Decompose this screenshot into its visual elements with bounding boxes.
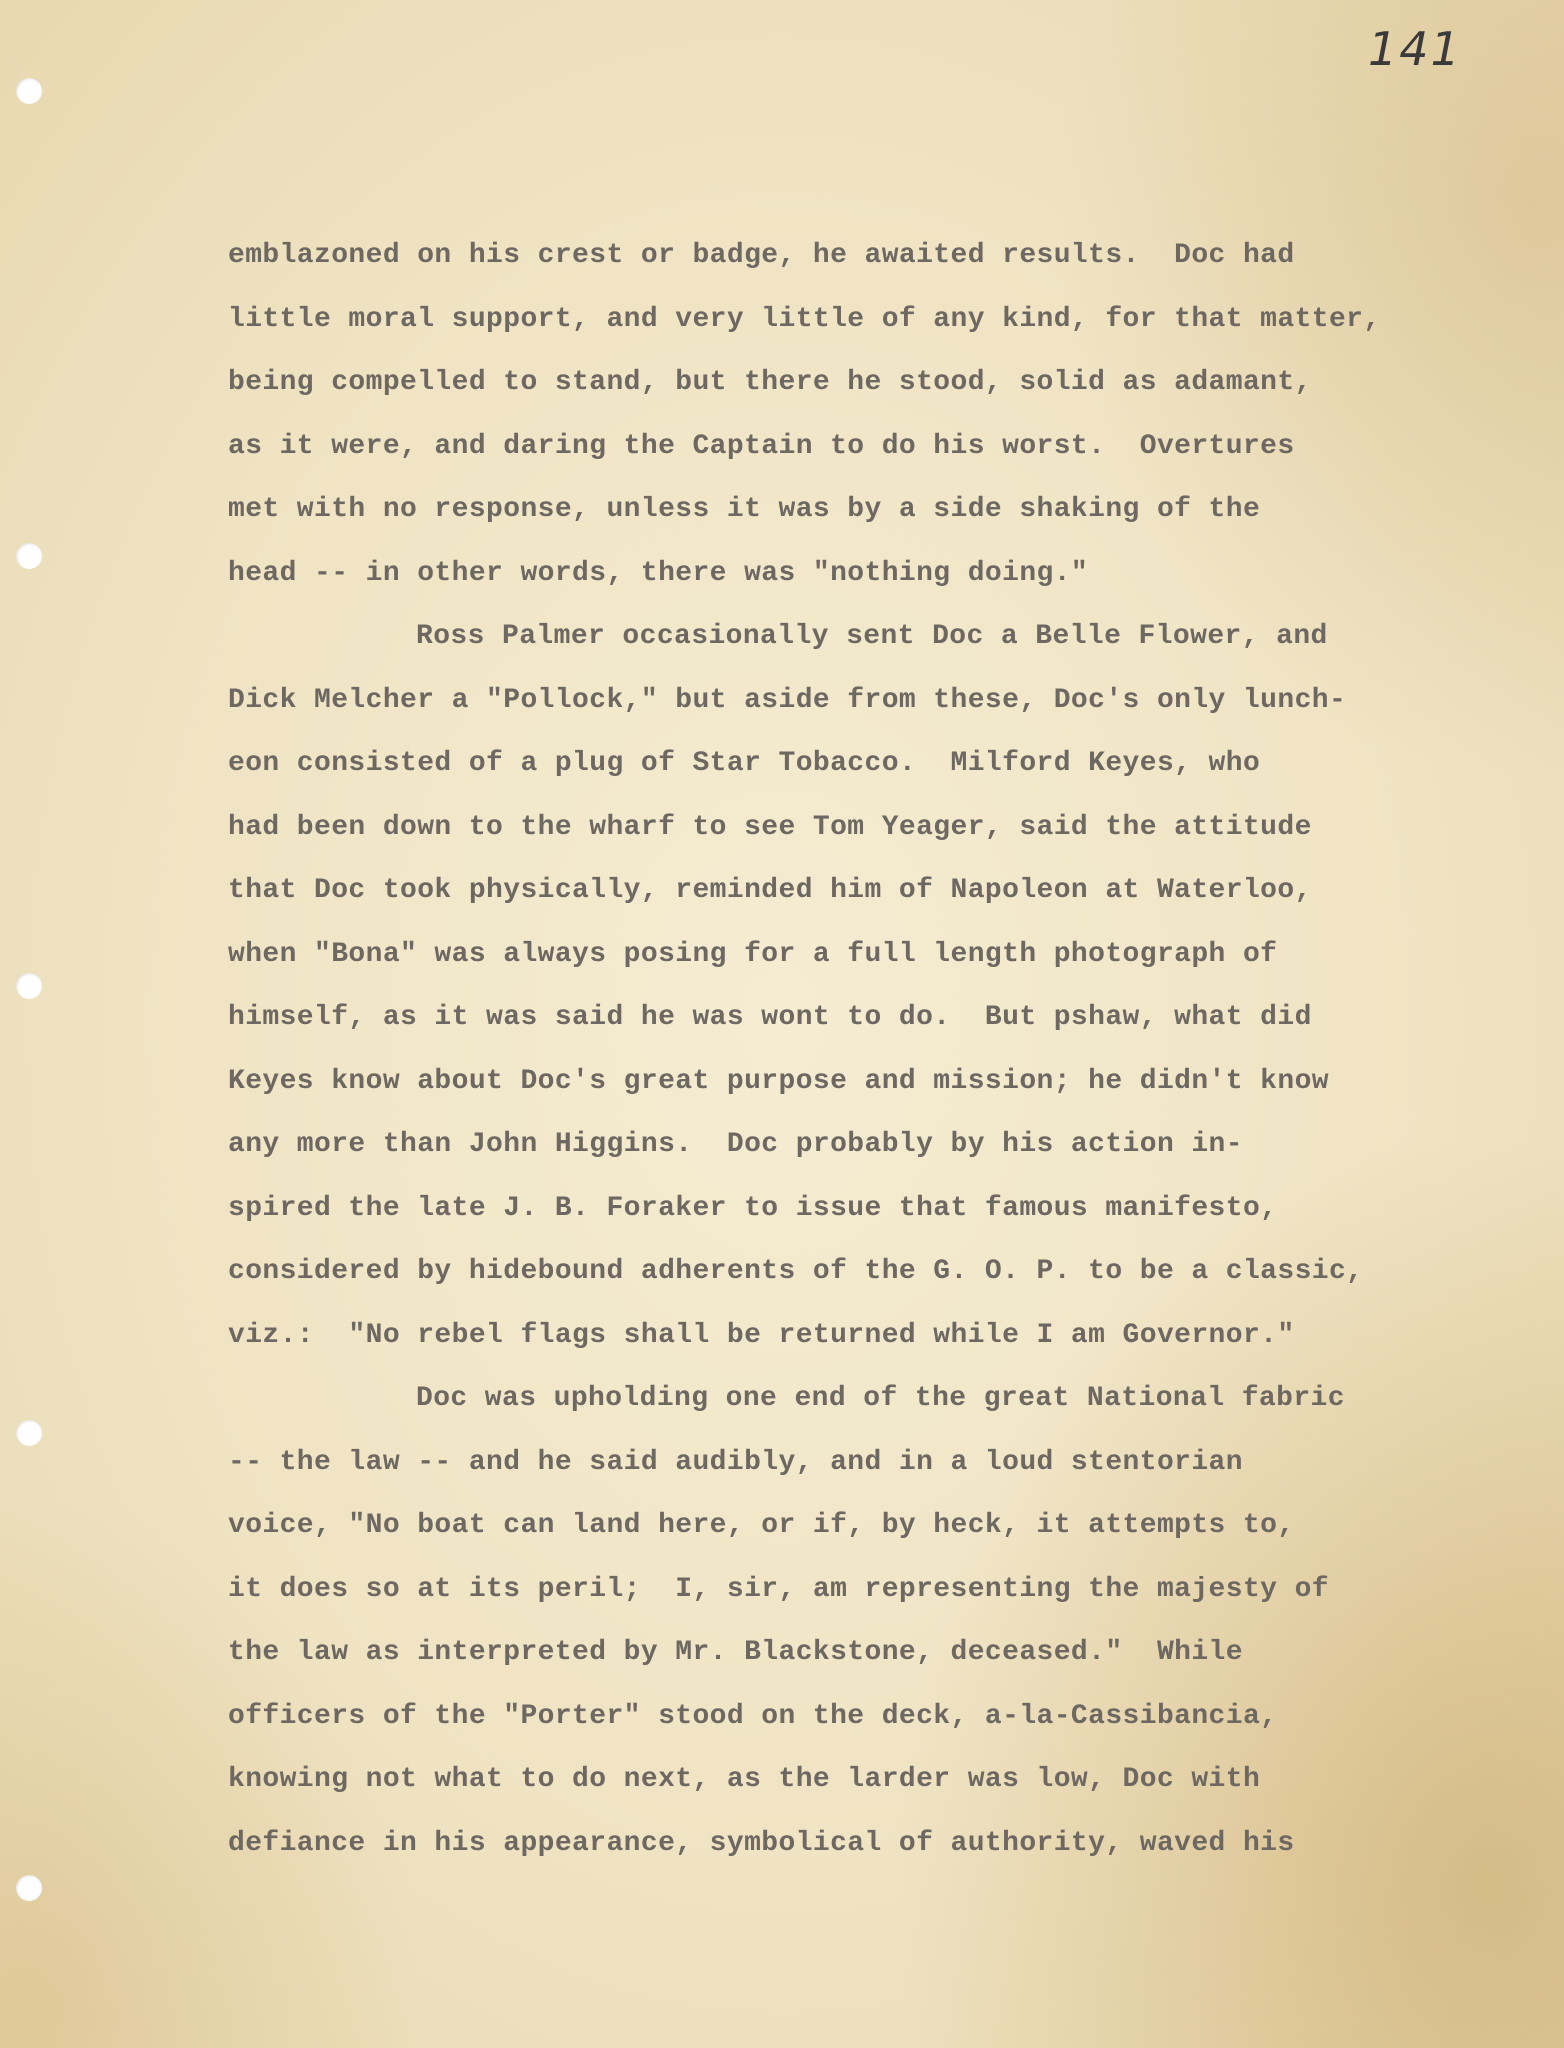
text-line: himself, as it was said he was wont to do. But pshaw, what did [228, 1002, 1312, 1033]
text-line: that Doc took physically, reminded him of Napoleon at Waterloo, [228, 875, 1312, 906]
text-line: emblazoned on his crest or badge, he awaited results. Doc had [228, 240, 1295, 271]
punch-hole-bottom [16, 1875, 42, 1901]
text-line: the law as interpreted by Mr. Blackstone, deceased." While [228, 1637, 1243, 1668]
text-line: any more than John Higgins. Doc probably by his action in- [228, 1129, 1243, 1160]
page-number: 141 [1368, 22, 1462, 76]
text-line: voice, "No boat can land here, or if, by heck, it attempts to, [228, 1510, 1295, 1541]
text-line: considered by hidebound adherents of the G. O. P. to be a classic, [228, 1256, 1364, 1287]
text-line: Ross Palmer occasionally sent Doc a Belle Flower, and [416, 621, 1328, 652]
text-line: viz.: "No rebel flags shall be returned while I am Governor." [228, 1319, 1295, 1351]
text-line: head -- in other words, there was "nothing doing." [228, 557, 1089, 589]
text-line: being compelled to stand, but there he stood, solid as adamant, [228, 367, 1312, 398]
text-line: had been down to the wharf to see Tom Yeager, said the attitude [228, 811, 1312, 843]
text-line: when "Bona" was always posing for a full length photograph of [228, 938, 1278, 970]
text-line: Dick Melcher a "Pollock," but aside from these, Doc's only lunch- [228, 684, 1347, 716]
punch-hole-lower [16, 1420, 42, 1446]
text-line: it does so at its peril; I, sir, am representing the majesty of [228, 1573, 1329, 1605]
punch-hole-top [16, 78, 42, 104]
text-line: spired the late J. B. Foraker to issue that famous manifesto, [228, 1192, 1278, 1224]
text-line: eon consisted of a plug of Star Tobacco. Milford Keyes, who [228, 748, 1261, 779]
text-line: -- the law -- and he said audibly, and in a loud stentorian [228, 1446, 1243, 1478]
text-line: officers of the "Porter" stood on the deck, a-la-Cassibancia, [228, 1700, 1278, 1732]
text-line: defiance in his appearance, symbolical of authority, waved his [228, 1827, 1295, 1859]
punch-hole-middle [16, 973, 42, 999]
punch-hole-upper [16, 543, 42, 569]
text-line: Doc was upholding one end of the great National fabric [416, 1383, 1345, 1414]
text-line: Keyes know about Doc's great purpose and mission; he didn't know [228, 1065, 1329, 1097]
text-line: as it were, and daring the Captain to do his worst. Overtures [228, 430, 1295, 462]
text-line: met with no response, unless it was by a side shaking of the [228, 494, 1261, 525]
text-line: knowing not what to do next, as the larder was low, Doc with [228, 1764, 1261, 1795]
text-line: little moral support, and very little of any kind, for that matter, [228, 303, 1381, 335]
typed-body-text [228, 224, 1528, 1875]
